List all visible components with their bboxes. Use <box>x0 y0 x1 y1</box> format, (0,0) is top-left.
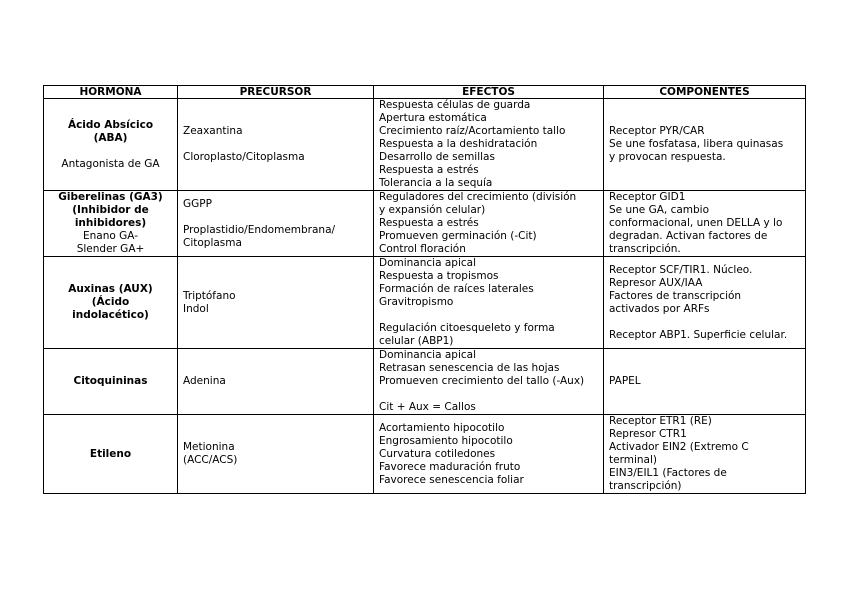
hormona-cell <box>44 415 178 494</box>
row-etileno <box>44 415 806 494</box>
hormona-name: Ácido Absícico (ABA) <box>67 118 154 144</box>
hormona-name: Auxinas (AUX) (Ácido indolacético) <box>68 283 153 321</box>
efectos-cell: Respuesta células de guarda Apertura estomática Crecimiento raíz/Acortamiento tallo Respuesta a la deshidratación Desarrollo de semillas Respuesta a estrés Tolerancia a la sequía <box>374 99 604 191</box>
componentes-cell: PAPEL <box>604 349 806 415</box>
hormona-cell <box>44 191 178 257</box>
precursor-cell: Adenina <box>178 349 374 415</box>
hormona-name: Giberelinas (GA3) (Inhibidor de inhibidores) <box>58 191 163 229</box>
hormona-cell <box>44 99 178 191</box>
efectos-cell: Reguladores del crecimiento (división y expansión celular) Respuesta a estrés Promueven germinación (-Cit) Control floración <box>374 191 604 257</box>
precursor-cell: Triptófano Indol <box>178 257 374 349</box>
header-efectos: EFECTOS <box>374 86 604 99</box>
header-row <box>44 86 806 99</box>
row-giberelinas <box>44 191 806 257</box>
componentes-cell: Receptor PYR/CAR Se une fosfatasa, libera quinasas y provocan respuesta. <box>604 99 806 191</box>
row-citoquininas <box>44 349 806 415</box>
header-precursor: PRECURSOR <box>178 86 374 99</box>
row-aba <box>44 99 806 191</box>
hormona-name: Etileno <box>89 447 132 460</box>
componentes-cell: Receptor GID1 Se une GA, cambio conformacional, unen DELLA y lo degradan. Activan factores de transcripción. <box>604 191 806 257</box>
precursor-cell: Zeaxantina Cloroplasto/Citoplasma <box>178 99 374 191</box>
header-hormona: HORMONA <box>44 86 178 99</box>
efectos-cell: Dominancia apical Respuesta a tropismos Formación de raíces laterales Gravitropismo Regulación citoesqueleto y forma celular (ABP1) <box>374 257 604 349</box>
precursor-cell: GGPP Proplastidio/Endomembrana/ Citoplasma <box>178 191 374 257</box>
hormona-cell <box>44 349 178 415</box>
hormone-table <box>43 85 806 494</box>
hormona-note: Antagonista de GA <box>61 157 160 170</box>
efectos-cell: Acortamiento hipocotilo Engrosamiento hipocotilo Curvatura cotiledones Favorece maduración fruto Favorece senescencia foliar <box>374 415 604 494</box>
hormona-name: Citoquininas <box>73 375 148 387</box>
hormona-note: Enano GA- <box>82 230 139 242</box>
hormona-note: Slender GA+ <box>76 243 145 255</box>
precursor-cell: Metionina (ACC/ACS) <box>178 415 374 494</box>
header-componentes: COMPONENTES <box>604 86 806 99</box>
componentes-cell: Receptor ETR1 (RE) Represor CTR1 Activador EIN2 (Extremo C terminal) EIN3/EIL1 (Factores de transcripción) <box>604 415 806 494</box>
componentes-cell: Receptor SCF/TIR1. Núcleo. Represor AUX/IAA Factores de transcripción activados por ARFs Receptor ABP1. Superficie celular. <box>604 257 806 349</box>
efectos-cell: Dominancia apical Retrasan senescencia de las hojas Promueven crecimiento del tallo (-Aux) Cit + Aux = Callos <box>374 349 604 415</box>
hormona-cell <box>44 257 178 349</box>
row-auxinas <box>44 257 806 349</box>
